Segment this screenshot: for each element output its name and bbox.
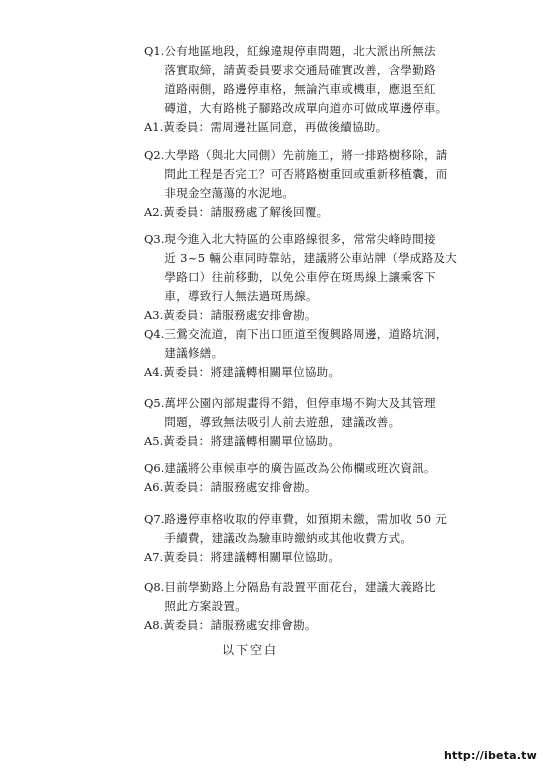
question-line: 建議將公車候車亭的廣告區改為公佈欄或班次資訊。 — [164, 461, 436, 475]
watermark-url: http://ibeta.tw — [443, 749, 537, 762]
question-text — [164, 325, 474, 363]
question-number: Q3. — [144, 232, 165, 246]
question-line: 車，導致行人無法過斑馬線。 — [164, 289, 318, 303]
answer — [144, 478, 474, 497]
question-text — [164, 230, 474, 306]
question — [144, 459, 474, 478]
answer-line: 黃委員：請服務處安排會勘。 — [163, 308, 317, 322]
qa-block — [144, 146, 474, 222]
question-line: 現今進入北大特區的公車路線很多，常常尖峰時間接 — [164, 232, 436, 246]
answer-number: A7. — [144, 550, 164, 564]
question-number: Q4. — [144, 327, 165, 341]
answer-number: A6. — [144, 480, 164, 494]
question — [144, 510, 474, 548]
question-text — [164, 146, 474, 203]
answer-number: A8. — [144, 618, 164, 632]
question-text — [164, 42, 474, 118]
question-text — [164, 459, 474, 478]
question-line: 問此工程是否完工？可否將路樹重回或重新移植囊，而 — [164, 167, 448, 181]
answer-number: A5. — [144, 434, 164, 448]
question-line: 道路兩側，路邊停車格，無論汽車或機車，應退至紅 — [164, 82, 436, 96]
answer-line: 黃委員：將建議轉相關單位協助。 — [163, 365, 341, 379]
answer-line: 黃委員：需周邊社區同意，再做後續協助。 — [163, 120, 388, 134]
question-line: 公有地區地段，紅線違規停車問題，北大派出所無法 — [164, 44, 436, 58]
answer-number: A4. — [144, 365, 164, 379]
qa-block — [144, 459, 474, 497]
answer-text — [163, 616, 474, 635]
answer — [144, 548, 474, 567]
question-text — [164, 510, 474, 548]
answer-text — [163, 203, 474, 222]
question-line: 非現金空蕩蕩的水泥地。 — [164, 186, 295, 200]
answer-line: 黃委員：請服務處安排會勘。 — [163, 480, 317, 494]
answer-line: 黃委員：將建議轉相關單位協助。 — [163, 550, 341, 564]
qa-block — [144, 42, 474, 137]
question-line: 磚道，大有路桃子腳路改成單向道亦可做成單邊停車。 — [164, 101, 448, 115]
question-number: Q8. — [144, 580, 165, 594]
answer-text — [163, 548, 474, 567]
answer — [144, 306, 474, 325]
qa-block — [144, 325, 474, 382]
question-line: 建議修繕。 — [164, 346, 224, 360]
answer — [144, 616, 474, 635]
answer-text — [163, 363, 474, 382]
question-line: 目前學勤路上分隔島有設置平面花台，建議大義路比 — [164, 580, 436, 594]
question-number: Q2. — [144, 148, 165, 162]
question — [144, 578, 474, 616]
question-line: 學路口）往前移動，以免公車停在斑馬線上讓乘客下 — [164, 270, 436, 284]
answer-text — [163, 432, 474, 451]
answer-number: A3. — [144, 308, 164, 322]
end-of-page-note: 以下空白 — [222, 643, 279, 657]
question-number: Q6. — [144, 461, 165, 475]
question-number: Q1. — [144, 44, 165, 58]
question-line: 路邊停車格收取的停車費，如預期未繳，需加收 50 元 — [164, 512, 448, 526]
question-line: 近 3~5 輛公車同時靠站，建議將公車站牌（學成路及大 — [164, 251, 458, 265]
question-text — [164, 394, 474, 432]
question-line: 照此方案設置。 — [164, 599, 248, 613]
question-line: 問題，導致無法吸引人前去遊憩，建議改善。 — [164, 415, 401, 429]
question — [144, 325, 474, 363]
question-line: 落實取締，請黃委員要求交通局確實改善，含學勤路 — [164, 63, 436, 77]
qa-block — [144, 510, 474, 567]
question-number: Q7. — [144, 512, 165, 526]
question-line: 大學路（與北大同側）先前施工，將一排路樹移除，請 — [164, 148, 448, 162]
question-line: 手續費，建議改為驗車時繳納或其他收費方式。 — [164, 531, 413, 545]
answer — [144, 118, 474, 137]
answer — [144, 363, 474, 382]
answer-number: A2. — [144, 205, 164, 219]
answer-text — [163, 306, 474, 325]
answer-line: 黃委員：將建議轉相關單位協助。 — [163, 434, 341, 448]
question-line: 三鶯交流道，南下出口匝道至復興路周邊，道路坑洞， — [164, 327, 448, 341]
answer-text — [163, 478, 474, 497]
question-line: 萬坪公園內部規畫得不錯，但停車場不夠大及其管理 — [164, 396, 436, 410]
question — [144, 146, 474, 203]
qa-block — [144, 578, 474, 635]
answer — [144, 432, 474, 451]
answer-line: 黃委員：請服務處了解後回覆。 — [163, 205, 329, 219]
answer-line: 黃委員：請服務處安排會勘。 — [163, 618, 317, 632]
question — [144, 230, 474, 306]
qa-block — [144, 230, 474, 325]
qa-block — [144, 394, 474, 451]
answer-text — [163, 118, 474, 137]
answer — [144, 203, 474, 222]
question-text — [164, 578, 474, 616]
answer-number: A1. — [144, 120, 164, 134]
question — [144, 394, 474, 432]
question — [144, 42, 474, 118]
question-number: Q5. — [144, 396, 165, 410]
